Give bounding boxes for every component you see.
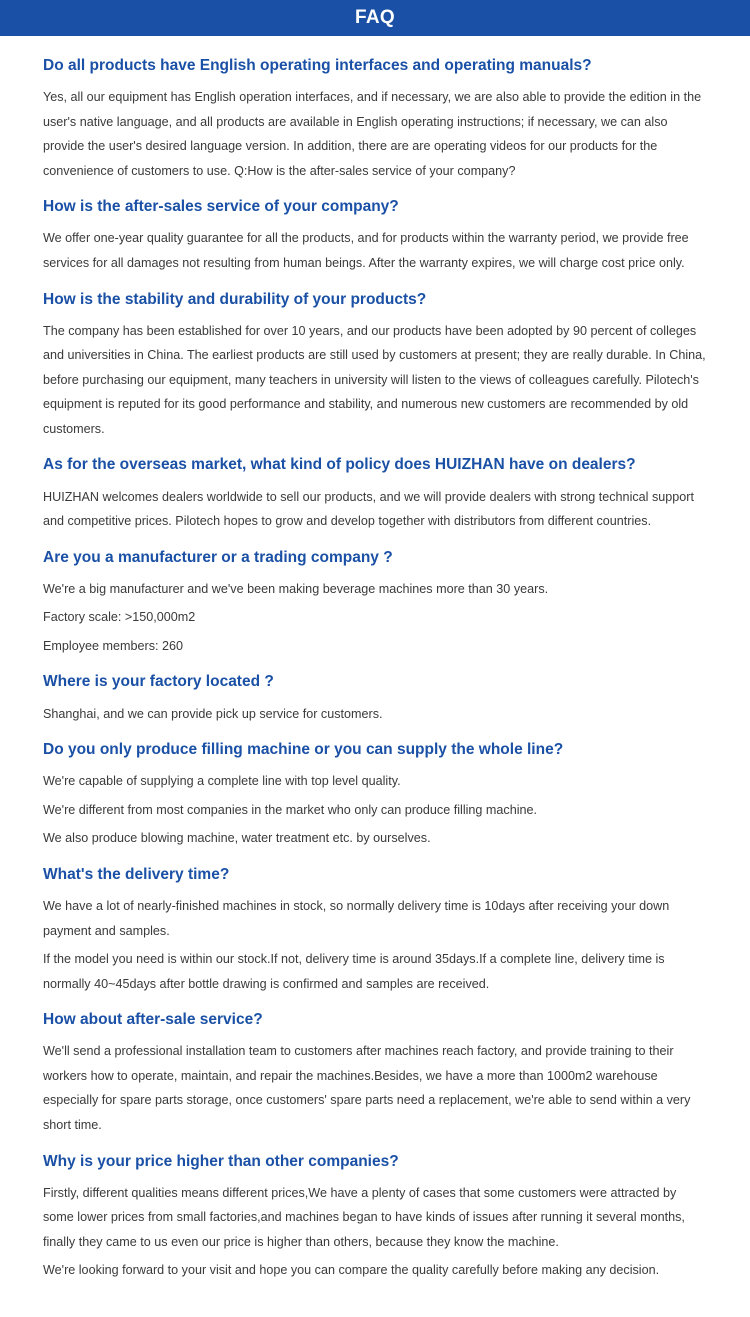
- page-title: FAQ: [0, 0, 750, 36]
- faq-item: [43, 865, 710, 996]
- faq-answer: The company has been established for over 10 years, and our products have been adopted by 90 percent of colleges and universities in China. The earliest products are still used by customers at present; they are really durable. In China, before purchasing our equipment, many teachers in university will listen to the views of colleagues carefully. Pilotech's equipment is reputed for its good performance and stability, and numerous new customers are recommended by old customers.: [43, 323, 706, 436]
- faq-answer: We're a big manufacturer and we've been making beverage machines more than 30 years.: [43, 581, 549, 596]
- faq-answer: If the model you need is within our stock.If not, delivery time is around 35days.If a complete line, delivery time is normally 40~45days after bottle drawing is confirmed and samples are received.: [43, 952, 665, 991]
- faq-answer: We also produce blowing machine, water treatment etc. by ourselves.: [43, 831, 431, 846]
- faq-question: What's the delivery time?: [43, 865, 230, 883]
- faq-list: [0, 36, 750, 1317]
- faq-question: How about after-sale service?: [43, 1011, 263, 1029]
- faq-answer: We're different from most companies in the market who only can produce filling machine.: [43, 802, 538, 817]
- faq-answer: Shanghai, and we can provide pick up service for customers.: [43, 706, 383, 721]
- faq-item: [43, 548, 710, 659]
- faq-answer: Yes, all our equipment has English operation interfaces, and if necessary, we are also able to provide the edition in the user's native language, and all products are available in English operating instructions; if necessary, we can also provide the user's desired language version. In addition, there are are operating videos for our products for the convenience of customers to use. Q:How is the after-sales service of your company?: [43, 90, 702, 178]
- faq-item: [43, 56, 710, 183]
- faq-question: Do you only produce filling machine or you can supply the whole line?: [43, 741, 564, 759]
- faq-question: How is the stability and durability of your products?: [43, 290, 427, 308]
- faq-answer: HUIZHAN welcomes dealers worldwide to sell our products, and we will provide dealers with strong technical support and competitive prices. Pilotech hopes to grow and develop together with distributors from different countries.: [43, 489, 694, 529]
- faq-item: [43, 290, 710, 442]
- faq-item: [43, 1010, 710, 1137]
- faq-answer: Factory scale: >150,000m2: [43, 610, 196, 625]
- faq-item: [43, 672, 710, 726]
- faq-answer: Firstly, different qualities means different prices,We have a plenty of cases that some customers were attracted by some lower prices from small factories,and machines began to have kinds of issues after running it several months, finally they came to us even our price is higher than others, because they know the machine.: [43, 1185, 685, 1249]
- faq-question: Are you a manufacturer or a trading company ?: [43, 548, 393, 566]
- faq-item: [43, 197, 710, 275]
- faq-answer: Employee members: 260: [43, 638, 183, 653]
- faq-item: [43, 455, 710, 533]
- faq-item: [43, 740, 710, 851]
- faq-answer: We'll send a professional installation team to customers after machines reach factory, and provide training to their workers how to operate, maintain, and repair the machines.Besides, we have a more than 1000m2 warehouse especially for spare parts storage, once customers' spare parts need a replacement, we're able to send within a very short time.: [43, 1044, 691, 1133]
- faq-answer: We're capable of supplying a complete line with top level quality.: [43, 774, 401, 789]
- faq-question: Why is your price higher than other companies?: [43, 1152, 399, 1170]
- faq-answer: We offer one-year quality guarantee for all the products, and for products within the warranty period, we provide free services for all damages not resulting from human beings. After the warranty expires, we will charge cost price only.: [43, 231, 689, 271]
- faq-question: How is the after-sales service of your company?: [43, 198, 399, 216]
- faq-answer: We have a lot of nearly-finished machines in stock, so normally delivery time is 10days after receiving your down payment and samples.: [43, 899, 670, 938]
- faq-question: Where is your factory located ?: [43, 673, 274, 691]
- faq-question: As for the overseas market, what kind of policy does HUIZHAN have on dealers?: [43, 456, 636, 474]
- faq-item: [43, 1152, 710, 1283]
- faq-question: Do all products have English operating interfaces and operating manuals?: [43, 57, 592, 74]
- faq-answer: We're looking forward to your visit and hope you can compare the quality carefully before making any decision.: [43, 1263, 660, 1278]
